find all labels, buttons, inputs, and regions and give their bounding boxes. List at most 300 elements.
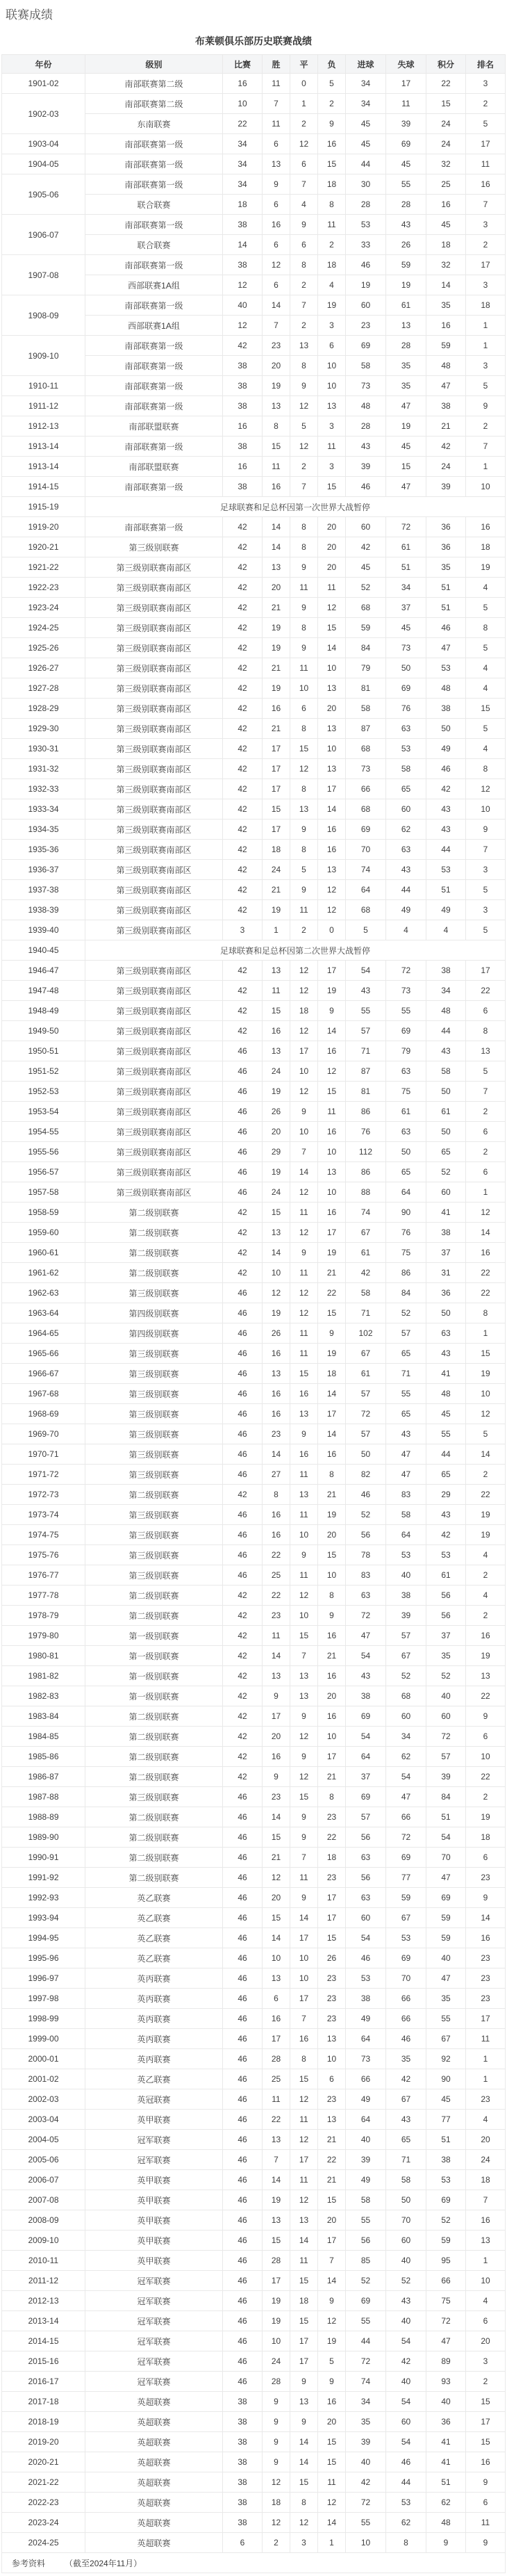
league-cell: 第二级别联赛 xyxy=(85,1606,223,1626)
column-header: 排名 xyxy=(466,55,506,74)
stat-cell: 45 xyxy=(426,1404,466,1424)
stat-cell: 64 xyxy=(386,1525,426,1545)
stat-cell: 19 xyxy=(263,376,290,396)
stat-cell: 21 xyxy=(318,1767,346,1787)
stat-cell: 13 xyxy=(263,1223,290,1243)
stat-cell: 42 xyxy=(223,779,263,799)
stat-cell: 42 xyxy=(426,779,466,799)
stat-cell: 6 xyxy=(263,1989,290,2009)
year-cell: 1950-51 xyxy=(2,1041,85,1061)
stat-cell: 46 xyxy=(223,1283,263,1303)
stat-cell: 38 xyxy=(346,1989,386,2009)
league-cell: 第三级别联赛南部区 xyxy=(85,618,223,638)
stat-cell: 19 xyxy=(263,2291,290,2311)
stat-cell: 18 xyxy=(466,2170,506,2190)
year-cell: 1961-62 xyxy=(2,1263,85,1283)
stat-cell: 43 xyxy=(346,1666,386,1686)
stat-cell: 10 xyxy=(318,1565,346,1585)
stat-cell: 38 xyxy=(223,2432,263,2452)
stat-cell: 38 xyxy=(223,477,263,497)
table-row xyxy=(2,658,506,678)
note-cell: 足球联赛和足总杯因第二次世界大战暂停 xyxy=(85,940,506,961)
stat-cell: 24 xyxy=(426,134,466,154)
stat-cell: 55 xyxy=(426,1424,466,1444)
stat-cell: 4 xyxy=(466,739,506,759)
stat-cell: 1 xyxy=(318,2533,346,2553)
year-cell: 1928-29 xyxy=(2,699,85,719)
league-cell: 第二级别联赛 xyxy=(85,1243,223,1263)
stat-cell: 11 xyxy=(263,1626,290,1646)
table-row xyxy=(2,961,506,981)
stat-cell: 56 xyxy=(426,1606,466,1626)
stat-cell: 6 xyxy=(263,195,290,215)
stat-cell: 9 xyxy=(290,2412,318,2432)
stat-cell: 10 xyxy=(466,2271,506,2291)
year-cell: 1949-50 xyxy=(2,1021,85,1041)
stat-cell: 13 xyxy=(318,2110,346,2130)
stat-cell: 11 xyxy=(318,215,346,235)
stat-cell: 15 xyxy=(318,1545,346,1565)
stat-cell: 46 xyxy=(223,1122,263,1142)
table-row xyxy=(2,1606,506,1626)
stat-cell: 42 xyxy=(223,1626,263,1646)
stat-cell: 66 xyxy=(346,779,386,799)
stat-cell: 47 xyxy=(426,376,466,396)
year-cell: 2002-03 xyxy=(2,2089,85,2110)
stat-cell: 72 xyxy=(386,517,426,537)
stat-cell: 7 xyxy=(290,477,318,497)
year-cell: 2016-17 xyxy=(2,2372,85,2392)
table-row xyxy=(2,1283,506,1303)
table-row xyxy=(2,2472,506,2493)
league-cell: 第三级别联赛 xyxy=(85,1787,223,1807)
table-row xyxy=(2,1646,506,1666)
column-header: 负 xyxy=(318,55,346,74)
stat-cell: 12 xyxy=(290,1223,318,1243)
stat-cell: 10 xyxy=(466,1384,506,1404)
stat-cell: 59 xyxy=(386,1888,426,1908)
stat-cell: 46 xyxy=(223,1928,263,1948)
stat-cell: 19 xyxy=(318,1505,346,1525)
stat-cell: 40 xyxy=(386,2311,426,2331)
stat-cell: 24 xyxy=(263,860,290,880)
stat-cell: 36 xyxy=(426,1283,466,1303)
stat-cell: 1 xyxy=(466,2069,506,2089)
table-row xyxy=(2,2372,506,2392)
year-cell: 1996-97 xyxy=(2,1968,85,1989)
stat-cell: 67 xyxy=(346,1223,386,1243)
stat-cell: 6 xyxy=(290,699,318,719)
stat-cell: 23 xyxy=(346,316,386,336)
stat-cell: 8 xyxy=(290,255,318,275)
stat-cell: 17 xyxy=(466,134,506,154)
stat-cell: 60 xyxy=(386,799,426,820)
stat-cell: 42 xyxy=(223,1706,263,1727)
stat-cell: 14 xyxy=(466,1223,506,1243)
stat-cell: 55 xyxy=(346,1001,386,1021)
year-cell: 1951-52 xyxy=(2,1061,85,1082)
stat-cell: 2 xyxy=(466,1465,506,1485)
stat-cell: 8 xyxy=(290,517,318,537)
stat-cell: 2 xyxy=(290,316,318,336)
stat-cell: 14 xyxy=(290,1162,318,1182)
league-cell: 西部联赛1A组 xyxy=(85,316,223,336)
stat-cell: 35 xyxy=(426,1989,466,2009)
stat-cell: 3 xyxy=(466,860,506,880)
league-cell: 第三级别联赛南部区 xyxy=(85,578,223,598)
stat-cell: 81 xyxy=(346,678,386,699)
stat-cell: 56 xyxy=(346,1525,386,1545)
table-row xyxy=(2,2513,506,2533)
stat-cell: 9 xyxy=(290,376,318,396)
stat-cell: 12 xyxy=(263,1283,290,1303)
year-cell: 1978-79 xyxy=(2,1606,85,1626)
year-cell: 1925-26 xyxy=(2,638,85,658)
stat-cell: 15 xyxy=(318,2190,346,2210)
league-cell: 第三级别联赛南部区 xyxy=(85,699,223,719)
stat-cell: 11 xyxy=(466,2513,506,2533)
stat-cell: 14 xyxy=(223,235,263,255)
stat-cell: 24 xyxy=(263,2351,290,2372)
league-cell: 英乙联赛 xyxy=(85,1908,223,1928)
year-cell: 1907-08 xyxy=(2,255,85,295)
stat-cell: 2 xyxy=(290,114,318,134)
stat-cell: 42 xyxy=(346,537,386,557)
table-row xyxy=(2,1626,506,1646)
stat-cell: 46 xyxy=(223,1465,263,1485)
stat-cell: 83 xyxy=(386,1485,426,1505)
stat-cell: 14 xyxy=(318,799,346,820)
table-row xyxy=(2,1827,506,1848)
stat-cell: 3 xyxy=(466,215,506,235)
stat-cell: 13 xyxy=(318,678,346,699)
stat-cell: 22 xyxy=(466,1767,506,1787)
table-row xyxy=(2,1787,506,1807)
stat-cell: 42 xyxy=(223,961,263,981)
league-cell: 第三级别联赛南部区 xyxy=(85,658,223,678)
stat-cell: 48 xyxy=(426,2513,466,2533)
stat-cell: 39 xyxy=(426,477,466,497)
league-cell: 第三级别联赛 xyxy=(85,1465,223,1485)
stat-cell: 42 xyxy=(223,678,263,699)
page-title: 联赛成绩 xyxy=(6,8,53,22)
stat-cell: 42 xyxy=(223,699,263,719)
stat-cell: 38 xyxy=(223,255,263,275)
table-row xyxy=(2,1848,506,1868)
stat-cell: 43 xyxy=(426,1041,466,1061)
stat-cell: 18 xyxy=(318,255,346,275)
stat-cell: 46 xyxy=(223,1404,263,1424)
table-row xyxy=(2,517,506,537)
stat-cell: 4 xyxy=(466,678,506,699)
league-cell: 第二级别联赛 xyxy=(85,1767,223,1787)
stat-cell: 21 xyxy=(263,1848,290,1868)
table-row xyxy=(2,396,506,416)
stat-cell: 56 xyxy=(346,1868,386,1888)
stat-cell: 19 xyxy=(263,1162,290,1182)
stat-cell: 42 xyxy=(426,1525,466,1545)
stat-cell: 72 xyxy=(386,1827,426,1848)
league-cell: 第二级别联赛 xyxy=(85,1585,223,1606)
stat-cell: 12 xyxy=(223,275,263,295)
stat-cell: 44 xyxy=(426,1444,466,1465)
stat-cell: 63 xyxy=(386,1122,426,1142)
stat-cell: 16 xyxy=(318,820,346,840)
table-row xyxy=(2,1565,506,1585)
stat-cell: 46 xyxy=(223,1545,263,1565)
stat-cell: 48 xyxy=(426,678,466,699)
league-cell: 南部联赛第一级 xyxy=(85,356,223,376)
league-cell: 第三级别联赛南部区 xyxy=(85,557,223,578)
stat-cell: 12 xyxy=(290,2089,318,2110)
year-cell: 1972-73 xyxy=(2,1485,85,1505)
stat-cell: 53 xyxy=(386,2493,426,2513)
column-header: 平 xyxy=(290,55,318,74)
table-row xyxy=(2,2049,506,2069)
stat-cell: 39 xyxy=(386,1606,426,1626)
stat-cell: 44 xyxy=(386,2472,426,2493)
table-row xyxy=(2,2493,506,2513)
table-row xyxy=(2,2452,506,2472)
stat-cell: 60 xyxy=(386,1706,426,1727)
stat-cell: 46 xyxy=(426,618,466,638)
stat-cell: 63 xyxy=(386,1061,426,1082)
stat-cell: 10 xyxy=(263,1263,290,1283)
stat-cell: 15 xyxy=(263,1001,290,1021)
stat-cell: 14 xyxy=(290,2231,318,2251)
stat-cell: 69 xyxy=(346,1706,386,1727)
stat-cell: 17 xyxy=(318,1888,346,1908)
year-cell: 1995-96 xyxy=(2,1948,85,1968)
stat-cell: 22 xyxy=(318,1283,346,1303)
league-cell: 英乙联赛 xyxy=(85,1928,223,1948)
stat-cell: 35 xyxy=(386,2049,426,2069)
stat-cell: 18 xyxy=(263,2493,290,2513)
stat-cell: 69 xyxy=(386,134,426,154)
stat-cell: 14 xyxy=(290,2432,318,2452)
stat-cell: 112 xyxy=(346,1142,386,1162)
stat-cell: 45 xyxy=(386,437,426,457)
stat-cell: 20 xyxy=(466,2130,506,2150)
stat-cell: 40 xyxy=(426,1948,466,1968)
league-cell: 英甲联赛 xyxy=(85,2110,223,2130)
league-cell: 英甲联赛 xyxy=(85,2190,223,2210)
stat-cell: 52 xyxy=(346,2271,386,2291)
stat-cell: 37 xyxy=(346,1767,386,1787)
stat-cell: 20 xyxy=(263,1888,290,1908)
stat-cell: 38 xyxy=(223,437,263,457)
stat-cell: 43 xyxy=(346,437,386,457)
stat-cell: 12 xyxy=(318,2311,346,2331)
table-row xyxy=(2,2271,506,2291)
stat-cell: 57 xyxy=(346,1424,386,1444)
stat-cell: 12 xyxy=(290,134,318,154)
stat-cell: 9 xyxy=(290,598,318,618)
table-row xyxy=(2,699,506,719)
year-cell: 2005-06 xyxy=(2,2150,85,2170)
stat-cell: 41 xyxy=(426,1364,466,1384)
stat-cell: 10 xyxy=(318,1142,346,1162)
league-cell: 第三级别联赛 xyxy=(85,1404,223,1424)
year-cell: 1960-61 xyxy=(2,1243,85,1263)
table-row xyxy=(2,477,506,497)
stat-cell: 40 xyxy=(426,1686,466,1706)
stat-cell: 6 xyxy=(290,154,318,174)
stat-cell: 71 xyxy=(346,1303,386,1323)
stat-cell: 52 xyxy=(346,1505,386,1525)
stat-cell: 15 xyxy=(318,1928,346,1948)
league-cell: 第一级别联赛 xyxy=(85,1646,223,1666)
stat-cell: 46 xyxy=(223,1908,263,1928)
stat-cell: 19 xyxy=(466,1364,506,1384)
stat-cell: 22 xyxy=(318,2150,346,2170)
league-cell: 第三级别联赛 xyxy=(85,1505,223,1525)
stat-cell: 10 xyxy=(318,356,346,376)
stat-cell: 13 xyxy=(290,1666,318,1686)
stat-cell: 7 xyxy=(466,1082,506,1102)
year-cell: 1952-53 xyxy=(2,1082,85,1102)
stat-cell: 74 xyxy=(346,860,386,880)
league-cell: 第三级别联赛南部区 xyxy=(85,598,223,618)
year-cell: 1927-28 xyxy=(2,678,85,699)
year-cell: 1976-77 xyxy=(2,1565,85,1585)
stat-cell: 17 xyxy=(318,961,346,981)
stat-cell: 46 xyxy=(223,2291,263,2311)
stat-cell: 9 xyxy=(466,2533,506,2553)
stat-cell: 38 xyxy=(223,2513,263,2533)
league-cell: 南部联赛第一级 xyxy=(85,376,223,396)
table-row xyxy=(2,880,506,900)
stat-cell: 43 xyxy=(386,860,426,880)
stat-cell: 47 xyxy=(426,638,466,658)
table-row xyxy=(2,1989,506,2009)
year-cell: 1919-20 xyxy=(2,517,85,537)
stat-cell: 9 xyxy=(466,1888,506,1908)
table-row xyxy=(2,174,506,195)
table-row xyxy=(2,1102,506,1122)
league-cell: 第三级别联赛南部区 xyxy=(85,961,223,981)
stat-cell: 36 xyxy=(426,2412,466,2432)
league-cell: 第三级别联赛南部区 xyxy=(85,1102,223,1122)
table-row xyxy=(2,1082,506,1102)
stat-cell: 14 xyxy=(426,275,466,295)
year-cell: 2014-15 xyxy=(2,2331,85,2351)
stat-cell: 73 xyxy=(346,376,386,396)
year-cell: 1993-94 xyxy=(2,1908,85,1928)
year-cell: 1909-10 xyxy=(2,336,85,376)
stat-cell: 75 xyxy=(386,1082,426,1102)
league-cell: 南部联赛第一级 xyxy=(85,134,223,154)
stat-cell: 19 xyxy=(263,1303,290,1323)
year-cell: 2003-04 xyxy=(2,2110,85,2130)
stat-cell: 58 xyxy=(386,759,426,779)
year-cell: 1979-80 xyxy=(2,1626,85,1646)
table-row xyxy=(2,255,506,275)
stat-cell: 17 xyxy=(263,2029,290,2049)
league-cell: 第二级别联赛 xyxy=(85,1727,223,1747)
stat-cell: 26 xyxy=(318,1948,346,1968)
stat-cell: 46 xyxy=(223,1364,263,1384)
stat-cell: 23 xyxy=(466,1948,506,1968)
stat-cell: 39 xyxy=(346,457,386,477)
stat-cell: 67 xyxy=(386,1908,426,1928)
stat-cell: 58 xyxy=(386,2170,426,2190)
stat-cell: 14 xyxy=(290,1908,318,1928)
stat-cell: 38 xyxy=(426,961,466,981)
stat-cell: 42 xyxy=(223,1223,263,1243)
league-cell: 第三级别联赛 xyxy=(85,1344,223,1364)
stat-cell: 3 xyxy=(466,900,506,920)
year-cell: 2022-23 xyxy=(2,2493,85,2513)
stat-cell: 19 xyxy=(386,275,426,295)
league-cell: 英乙联赛 xyxy=(85,2069,223,2089)
stat-cell: 20 xyxy=(318,699,346,719)
stat-cell: 14 xyxy=(263,1646,290,1666)
stat-cell: 60 xyxy=(386,2412,426,2432)
stat-cell: 7 xyxy=(466,437,506,457)
league-cell: 第二级别联赛 xyxy=(85,1203,223,1223)
league-cell: 第三级别联赛南部区 xyxy=(85,678,223,699)
stat-cell: 86 xyxy=(386,1263,426,1283)
stat-cell: 50 xyxy=(426,719,466,739)
stat-cell: 17 xyxy=(318,1223,346,1243)
stat-cell: 23 xyxy=(318,2089,346,2110)
stat-cell: 32 xyxy=(426,154,466,174)
table-row xyxy=(2,920,506,940)
table-row xyxy=(2,2210,506,2231)
stat-cell: 24 xyxy=(263,1182,290,1203)
stat-cell: 18 xyxy=(426,235,466,255)
stat-cell: 46 xyxy=(223,2190,263,2210)
stat-cell: 17 xyxy=(263,2271,290,2291)
column-header: 胜 xyxy=(263,55,290,74)
stat-cell: 70 xyxy=(386,1968,426,1989)
table-row xyxy=(2,1182,506,1203)
table-row xyxy=(2,295,506,316)
stat-cell: 69 xyxy=(346,336,386,356)
stat-cell: 13 xyxy=(318,1162,346,1182)
stat-cell: 58 xyxy=(346,1283,386,1303)
year-cell: 2018-19 xyxy=(2,2412,85,2432)
league-cell: 第三级别联赛南部区 xyxy=(85,860,223,880)
year-cell: 1991-92 xyxy=(2,1868,85,1888)
stat-cell: 5 xyxy=(318,2351,346,2372)
stat-cell: 2 xyxy=(290,920,318,940)
stat-cell: 28 xyxy=(386,195,426,215)
stat-cell: 14 xyxy=(290,2452,318,2472)
stat-cell: 46 xyxy=(223,1525,263,1545)
table-row xyxy=(2,618,506,638)
stat-cell: 46 xyxy=(223,2251,263,2271)
stat-cell: 38 xyxy=(223,2493,263,2513)
year-cell: 1958-59 xyxy=(2,1203,85,1223)
stat-cell: 84 xyxy=(386,1283,426,1303)
year-cell: 2017-18 xyxy=(2,2392,85,2412)
stat-cell: 21 xyxy=(318,1646,346,1666)
stat-cell: 42 xyxy=(223,557,263,578)
stat-cell: 12 xyxy=(290,1585,318,1606)
stat-cell: 87 xyxy=(346,719,386,739)
stat-cell: 28 xyxy=(346,195,386,215)
stat-cell: 59 xyxy=(346,618,386,638)
stat-cell: 30 xyxy=(346,174,386,195)
stat-cell: 56 xyxy=(426,1585,466,1606)
league-cell: 英丙联赛 xyxy=(85,2009,223,2029)
stat-cell: 43 xyxy=(386,2291,426,2311)
stat-cell: 61 xyxy=(386,295,426,316)
table-row xyxy=(2,2432,506,2452)
stat-cell: 33 xyxy=(346,235,386,255)
